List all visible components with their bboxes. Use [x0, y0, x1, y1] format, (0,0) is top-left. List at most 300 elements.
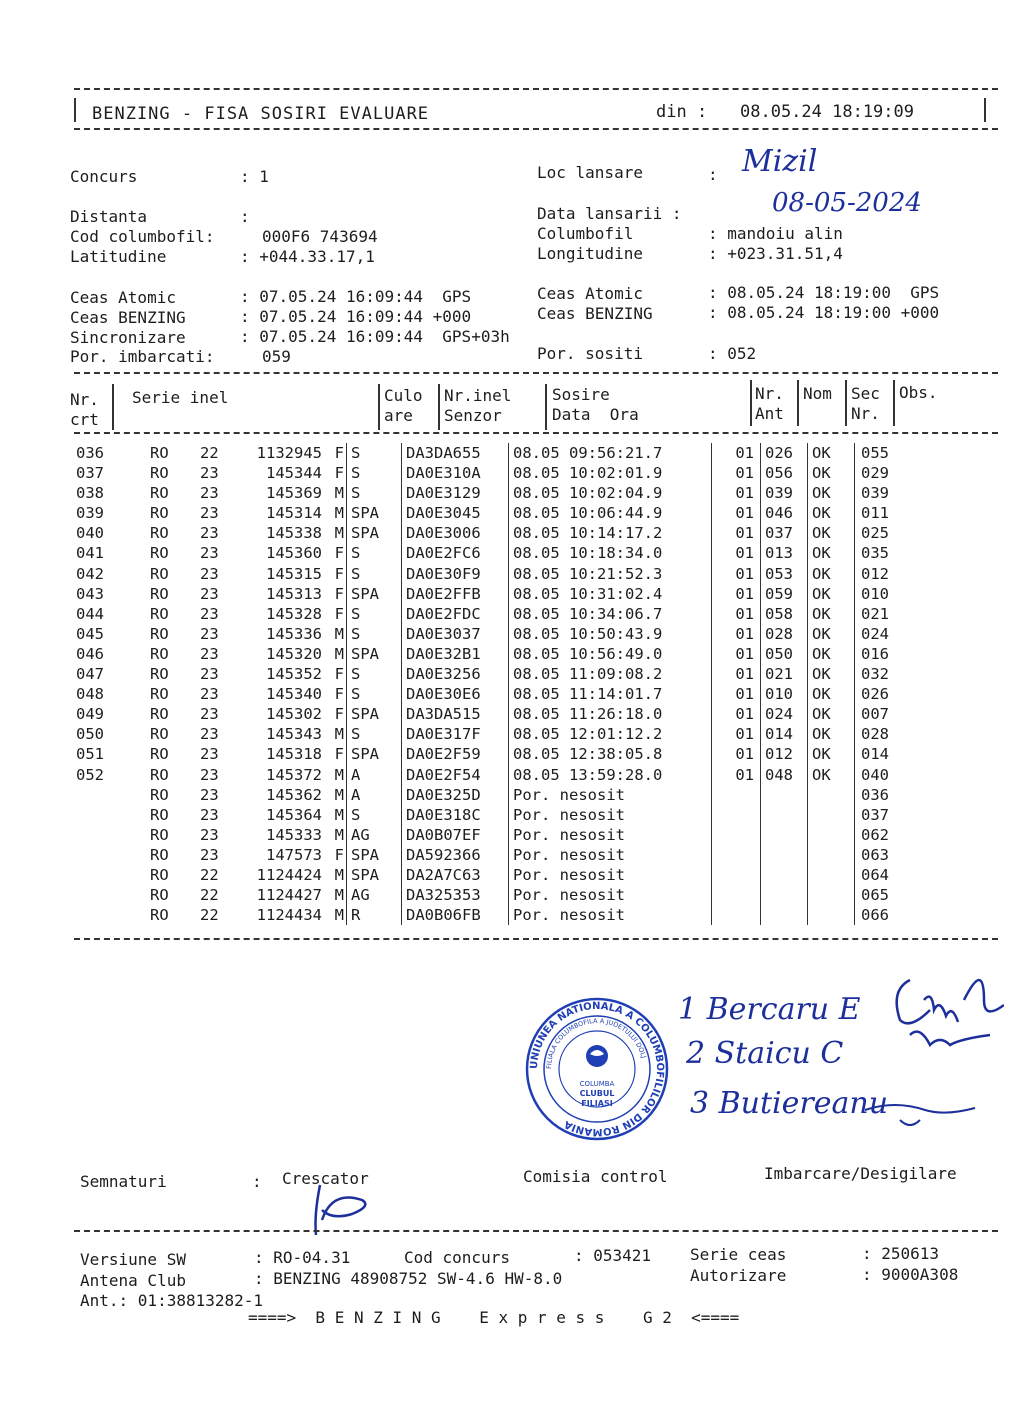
color-cell: A	[347, 765, 402, 785]
table-row	[74, 765, 923, 785]
sex-cell: F	[328, 744, 347, 764]
antenna-nr-cell	[712, 805, 761, 825]
nominated-nr-cell: 037	[761, 523, 808, 543]
observation-cell: 021	[861, 604, 889, 623]
porumbei-sositi-label: Por. sositi	[537, 344, 643, 363]
color-cell: SPA	[347, 644, 402, 664]
row-nr-cell: 047	[76, 665, 104, 684]
stamp-center-3: FILIASI	[581, 1099, 613, 1108]
ring-year-cell: 23	[200, 825, 219, 844]
footer-top-rule	[74, 1230, 998, 1232]
sensor-id-cell: DA3DA655	[402, 443, 509, 463]
security-status-cell: OK	[808, 765, 855, 785]
security-status-cell: OK	[808, 644, 855, 664]
col-header-sec-2: Nr.	[851, 404, 880, 423]
col-header-nr-ant-1: Nr.	[755, 384, 784, 403]
ceas-benzing-start-value: : 07.05.24 16:09:44 +000	[240, 307, 472, 326]
sex-cell: F	[328, 604, 347, 624]
col-divider	[545, 384, 547, 430]
row-nr-cell	[74, 865, 122, 885]
security-status-cell: OK	[808, 543, 855, 563]
antenna-nr-cell	[712, 905, 761, 925]
col-divider	[893, 380, 895, 426]
sex-cell: M	[328, 785, 347, 805]
table-row	[74, 624, 923, 644]
antenna-nr-cell: 01	[712, 724, 761, 744]
color-cell: S	[347, 724, 402, 744]
col-divider	[378, 384, 380, 430]
sensor-id-cell: DA0E310A	[402, 463, 509, 483]
columbofil-value: : mandoiu alin	[708, 224, 843, 243]
sensor-id-cell: DA0E30F9	[402, 564, 509, 584]
ring-year-cell: 22	[200, 444, 219, 462]
observation-cell: 066	[861, 906, 889, 925]
country-code-cell: RO	[150, 604, 169, 623]
table-row	[74, 604, 923, 624]
row-nr-cell	[74, 905, 122, 925]
security-status-cell	[808, 845, 855, 865]
arrival-time-cell: 08.05 10:18:34.0	[513, 544, 663, 563]
ring-year-cell: 23	[200, 544, 219, 563]
color-cell: AG	[347, 825, 402, 845]
arrival-time-cell: Por. nesosit	[513, 825, 625, 844]
antenna-nr-cell: 01	[712, 644, 761, 664]
col-divider	[750, 380, 752, 426]
ring-number-cell: 145352	[266, 665, 322, 684]
ring-year-cell: 23	[200, 805, 219, 824]
sex-cell: M	[328, 644, 347, 664]
color-cell: AG	[347, 885, 402, 905]
stamp-ring-text: UNIUNEA NATIONALA A COLUMBOFILILOR DIN ROMANIA	[528, 1000, 666, 1138]
nominated-nr-cell: 059	[761, 584, 808, 604]
sex-cell: F	[328, 543, 347, 563]
antenna-nr-cell	[712, 845, 761, 865]
nominated-nr-cell	[761, 825, 808, 845]
loc-lansare-sep: :	[708, 165, 718, 184]
nominated-nr-cell: 050	[761, 644, 808, 664]
sensor-id-cell: DA0E317F	[402, 724, 509, 744]
security-status-cell: OK	[808, 684, 855, 704]
ceas-atomic-start-value: : 07.05.24 16:09:44 GPS	[240, 287, 472, 306]
arrival-time-cell: 08.05 10:31:02.4	[513, 584, 663, 603]
country-code-cell: RO	[150, 544, 169, 563]
sensor-id-cell: DA0E2FC6	[402, 543, 509, 563]
ring-year-cell: 22	[200, 886, 219, 905]
sensor-id-cell: DA0E3037	[402, 624, 509, 644]
sensor-id-cell: DA0E3045	[402, 503, 509, 523]
sex-cell: M	[328, 523, 347, 543]
color-cell: SPA	[347, 744, 402, 764]
row-nr-cell	[74, 845, 122, 865]
cod-columbofil-label: Cod columbofil:	[70, 227, 215, 246]
table-row	[74, 503, 923, 523]
nominated-nr-cell: 012	[761, 744, 808, 764]
arrival-time-cell: Por. nesosit	[513, 886, 625, 905]
color-cell: S	[347, 443, 402, 463]
table-row	[74, 584, 923, 604]
antenna-nr-cell	[712, 825, 761, 845]
table-row	[74, 543, 923, 563]
country-code-cell: RO	[150, 765, 169, 784]
ring-number-cell: 145328	[266, 604, 322, 623]
sensor-id-cell: DA0E3256	[402, 664, 509, 684]
versiune-sw-value: : RO-04.31	[254, 1248, 351, 1267]
sex-cell: M	[328, 483, 347, 503]
country-code-cell: RO	[150, 444, 169, 462]
col-header-nom: Nom	[803, 384, 832, 403]
country-code-cell: RO	[150, 644, 169, 663]
nominated-nr-cell: 048	[761, 765, 808, 785]
security-status-cell	[808, 825, 855, 845]
ring-year-cell: 23	[200, 484, 219, 503]
country-code-cell: RO	[150, 805, 169, 824]
table-row	[74, 684, 923, 704]
row-nr-cell	[74, 805, 122, 825]
report-date-label: din :	[656, 102, 708, 122]
serie-ceas-label: Serie ceas	[690, 1245, 787, 1264]
autorizare-value: : 9000A308	[862, 1265, 959, 1284]
color-cell: SPA	[347, 865, 402, 885]
col-header-senzor: Senzor	[444, 406, 502, 425]
ceas-benzing-end-value: : 08.05.24 18:19:00 +000	[708, 303, 940, 322]
antenna-nr-cell	[712, 865, 761, 885]
ring-number-cell: 1124424	[256, 865, 322, 884]
antenna-nr-cell: 01	[712, 463, 761, 483]
columbofil-label: Columbofil	[537, 224, 634, 243]
latitudine-label: Latitudine	[70, 247, 167, 266]
observation-cell: 055	[861, 444, 889, 462]
arrival-time-cell: Por. nesosit	[513, 805, 625, 824]
commission-signature-2	[860, 1090, 980, 1140]
distanta-value: :	[240, 207, 250, 226]
security-status-cell: OK	[808, 624, 855, 644]
sensor-id-cell: DA0E2F59	[402, 744, 509, 764]
col-divider	[438, 384, 440, 430]
nominated-nr-cell: 039	[761, 483, 808, 503]
data-lansarii-label: Data lansarii :	[537, 204, 682, 223]
arrival-time-cell: 08.05 10:21:52.3	[513, 564, 663, 583]
cod-columbofil-value: 000F6 743694	[262, 227, 378, 246]
nominated-nr-cell	[761, 885, 808, 905]
antenna-nr-cell: 01	[712, 604, 761, 624]
latitudine-value: : +044.33.17,1	[240, 247, 375, 266]
benzing-brand: ====> B E N Z I N G E x p r e s s G 2 <====	[248, 1308, 740, 1327]
row-nr-cell: 044	[76, 604, 104, 623]
observation-cell: 035	[861, 544, 889, 563]
color-cell: S	[347, 684, 402, 704]
ring-number-cell: 145320	[266, 644, 322, 663]
country-code-cell: RO	[150, 825, 169, 844]
nominated-nr-cell: 014	[761, 724, 808, 744]
sensor-id-cell: DA0E30E6	[402, 684, 509, 704]
table-row	[74, 845, 923, 865]
ring-number-cell: 145318	[266, 745, 322, 764]
sex-cell: F	[328, 463, 347, 483]
observation-cell: 014	[861, 745, 889, 764]
table-row	[74, 724, 923, 744]
antenna-nr-cell: 01	[712, 744, 761, 764]
row-nr-cell: 052	[76, 765, 104, 784]
loc-lansare-label: Loc lansare	[537, 163, 643, 182]
col-header-nrinel: Nr.inel	[444, 386, 512, 405]
observation-cell: 037	[861, 805, 889, 824]
arrival-time-cell: 08.05 10:06:44.9	[513, 504, 663, 523]
sex-cell: M	[328, 825, 347, 845]
table-row	[74, 905, 923, 925]
color-cell: SPA	[347, 523, 402, 543]
color-cell: A	[347, 785, 402, 805]
antena-club-value: : BENZING 48908752 SW-4.6 HW-8.0	[254, 1269, 563, 1288]
table-row	[74, 744, 923, 764]
country-code-cell: RO	[150, 665, 169, 684]
nominated-nr-cell: 056	[761, 463, 808, 483]
ring-number-cell: 1132945	[256, 444, 322, 462]
ceas-benzing-start-label: Ceas BENZING	[70, 308, 186, 327]
country-code-cell: RO	[150, 865, 169, 884]
country-code-cell: RO	[150, 624, 169, 643]
security-status-cell: OK	[808, 503, 855, 523]
sensor-id-cell: DA0E3006	[402, 523, 509, 543]
country-code-cell: RO	[150, 524, 169, 543]
country-code-cell: RO	[150, 705, 169, 724]
sex-cell: M	[328, 865, 347, 885]
color-cell: S	[347, 805, 402, 825]
row-nr-cell: 039	[76, 504, 104, 523]
color-cell: SPA	[347, 503, 402, 523]
country-code-cell: RO	[150, 484, 169, 503]
row-nr-cell: 048	[76, 685, 104, 704]
ring-year-cell: 23	[200, 504, 219, 523]
ceas-atomic-start-label: Ceas Atomic	[70, 288, 176, 307]
observation-cell: 016	[861, 644, 889, 663]
signatures-sep: :	[252, 1172, 262, 1191]
sex-cell: M	[328, 905, 347, 925]
observation-cell: 036	[861, 785, 889, 804]
header-left-bar	[74, 98, 76, 122]
loc-lansare-handwritten: Mizil	[742, 144, 818, 179]
ring-year-cell: 23	[200, 665, 219, 684]
arrival-time-cell: 08.05 09:56:21.7	[513, 444, 663, 462]
observation-cell: 029	[861, 464, 889, 483]
nominated-nr-cell: 026	[761, 443, 808, 463]
security-status-cell: OK	[808, 664, 855, 684]
observation-cell: 007	[861, 705, 889, 724]
security-status-cell: OK	[808, 704, 855, 724]
ring-number-cell: 147573	[266, 845, 322, 864]
ring-year-cell: 23	[200, 685, 219, 704]
ring-number-cell: 145360	[266, 544, 322, 563]
row-nr-cell: 042	[76, 564, 104, 583]
arrival-time-cell: 08.05 12:01:12.2	[513, 725, 663, 744]
nominated-nr-cell: 053	[761, 564, 808, 584]
sensor-id-cell: DA0E2FDC	[402, 604, 509, 624]
color-cell: S	[347, 564, 402, 584]
data-lansarii-handwritten: 08-05-2024	[772, 188, 922, 218]
row-nr-cell: 046	[76, 644, 104, 663]
country-code-cell: RO	[150, 725, 169, 744]
table-row	[74, 483, 923, 503]
color-cell: S	[347, 463, 402, 483]
country-code-cell: RO	[150, 745, 169, 764]
versiune-sw-label: Versiune SW	[80, 1250, 186, 1269]
arrival-time-cell: 08.05 11:14:01.7	[513, 685, 663, 704]
security-status-cell	[808, 865, 855, 885]
table-row	[74, 463, 923, 483]
security-status-cell: OK	[808, 483, 855, 503]
ring-year-cell: 23	[200, 524, 219, 543]
arrival-time-cell: 08.05 10:14:17.2	[513, 524, 663, 543]
security-status-cell: OK	[808, 463, 855, 483]
arrival-time-cell: 08.05 10:34:06.7	[513, 604, 663, 623]
color-cell: SPA	[347, 704, 402, 724]
color-cell: S	[347, 624, 402, 644]
ring-number-cell: 145369	[266, 484, 322, 503]
ring-number-cell: 145362	[266, 785, 322, 804]
antenna-nr-cell: 01	[712, 584, 761, 604]
ring-number-cell: 1124434	[256, 906, 322, 925]
arrival-time-cell: 08.05 11:26:18.0	[513, 705, 663, 724]
security-status-cell: OK	[808, 443, 855, 463]
observation-cell: 010	[861, 584, 889, 603]
header-top-rule	[74, 88, 998, 90]
antena-id: Ant.: 01:38813282-1	[80, 1291, 264, 1310]
country-code-cell: RO	[150, 564, 169, 583]
signature-comisia: Comisia control	[523, 1167, 668, 1186]
antena-club-label: Antena Club	[80, 1271, 186, 1290]
sincronizare-label: Sincronizare	[70, 328, 186, 347]
porumbei-imbarcati-value: 059	[262, 347, 291, 366]
color-cell: S	[347, 543, 402, 563]
nominated-nr-cell: 046	[761, 503, 808, 523]
ring-number-cell: 145336	[266, 624, 322, 643]
nominated-nr-cell: 058	[761, 604, 808, 624]
nominated-nr-cell	[761, 865, 808, 885]
sex-cell: M	[328, 765, 347, 785]
row-nr-cell: 051	[76, 745, 104, 764]
arrival-time-cell: 08.05 11:09:08.2	[513, 665, 663, 684]
arrivals-table	[74, 443, 923, 925]
nominated-nr-cell	[761, 785, 808, 805]
observation-cell: 012	[861, 564, 889, 583]
country-code-cell: RO	[150, 845, 169, 864]
observation-cell: 024	[861, 624, 889, 643]
ring-number-cell: 145315	[266, 564, 322, 583]
sex-cell: F	[328, 584, 347, 604]
signature-imbarcare: Imbarcare/Desigilare	[764, 1164, 957, 1183]
col-header-culo: Culo	[384, 386, 423, 405]
ring-number-cell: 145333	[266, 825, 322, 844]
col-divider	[845, 380, 847, 426]
concurs-value: : 1	[240, 167, 269, 186]
color-cell: R	[347, 905, 402, 925]
club-stamp	[524, 996, 670, 1142]
security-status-cell	[808, 905, 855, 925]
sex-cell: F	[328, 664, 347, 684]
antenna-nr-cell: 01	[712, 704, 761, 724]
stamp-inner-text: FILIALA COLUMBOFILA A JUDETULUI DOLJ	[544, 1016, 648, 1070]
sensor-id-cell: DA3DA515	[402, 704, 509, 724]
antenna-nr-cell: 01	[712, 684, 761, 704]
col-header-sosire: Sosire	[552, 385, 610, 404]
ring-year-cell: 23	[200, 785, 219, 804]
distanta-label: Distanta	[70, 207, 148, 226]
arrival-time-cell: 08.05 10:56:49.0	[513, 644, 663, 663]
table-row	[74, 644, 923, 664]
header-right-bar	[984, 98, 986, 122]
row-nr-cell: 049	[76, 705, 104, 724]
row-nr-cell: 043	[76, 584, 104, 603]
antenna-nr-cell: 01	[712, 564, 761, 584]
sensor-id-cell: DA0E325D	[402, 785, 509, 805]
sex-cell: M	[328, 724, 347, 744]
ring-year-cell: 22	[200, 906, 219, 925]
row-nr-cell	[74, 885, 122, 905]
security-status-cell	[808, 805, 855, 825]
arrival-time-cell: 08.05 10:02:04.9	[513, 484, 663, 503]
arrival-time-cell: Por. nesosit	[513, 906, 625, 925]
table-row	[74, 805, 923, 825]
color-cell: S	[347, 664, 402, 684]
sensor-id-cell: DA2A7C63	[402, 865, 509, 885]
page-title: BENZING - FISA SOSIRI EVALUARE	[92, 104, 430, 124]
sex-cell: M	[328, 503, 347, 523]
concurs-label: Concurs	[70, 167, 138, 186]
ring-year-cell: 23	[200, 725, 219, 744]
sex-cell: F	[328, 564, 347, 584]
report-date-value: 08.05.24 18:19:09	[740, 102, 914, 122]
col-divider	[112, 384, 114, 430]
security-status-cell: OK	[808, 744, 855, 764]
observation-cell: 026	[861, 685, 889, 704]
table-row	[74, 825, 923, 845]
col-header-obs: Obs.	[899, 383, 938, 402]
country-code-cell: RO	[150, 906, 169, 925]
antenna-nr-cell: 01	[712, 443, 761, 463]
sex-cell: F	[328, 704, 347, 724]
row-nr-cell: 038	[76, 484, 104, 503]
signature-crescator: Crescator	[282, 1169, 369, 1188]
porumbei-imbarcati-label: Por. imbarcati:	[70, 347, 215, 366]
security-status-cell: OK	[808, 724, 855, 744]
autorizare-label: Autorizare	[690, 1266, 787, 1285]
row-nr-cell: 041	[76, 544, 104, 563]
ring-number-cell: 145302	[266, 705, 322, 724]
table-row	[74, 865, 923, 885]
security-status-cell: OK	[808, 584, 855, 604]
row-nr-cell	[74, 825, 122, 845]
country-code-cell: RO	[150, 504, 169, 523]
col-header-crt: crt	[70, 410, 99, 429]
sensor-id-cell: DA0E3129	[402, 483, 509, 503]
observation-cell: 011	[861, 504, 889, 523]
security-status-cell: OK	[808, 564, 855, 584]
color-cell: S	[347, 483, 402, 503]
sex-cell: F	[328, 845, 347, 865]
columns-bottom-rule	[74, 432, 998, 434]
arrival-time-cell: 08.05 13:59:28.0	[513, 765, 663, 784]
nominated-nr-cell	[761, 845, 808, 865]
ring-number-cell: 1124427	[256, 886, 322, 905]
ring-year-cell: 23	[200, 624, 219, 643]
ring-number-cell: 145314	[266, 504, 322, 523]
cod-concurs-value: : 053421	[574, 1246, 652, 1265]
ring-year-cell: 23	[200, 845, 219, 864]
ring-year-cell: 23	[200, 464, 219, 483]
nominated-nr-cell: 021	[761, 664, 808, 684]
col-divider	[797, 380, 799, 426]
ring-year-cell: 23	[200, 644, 219, 663]
table-row	[74, 785, 923, 805]
